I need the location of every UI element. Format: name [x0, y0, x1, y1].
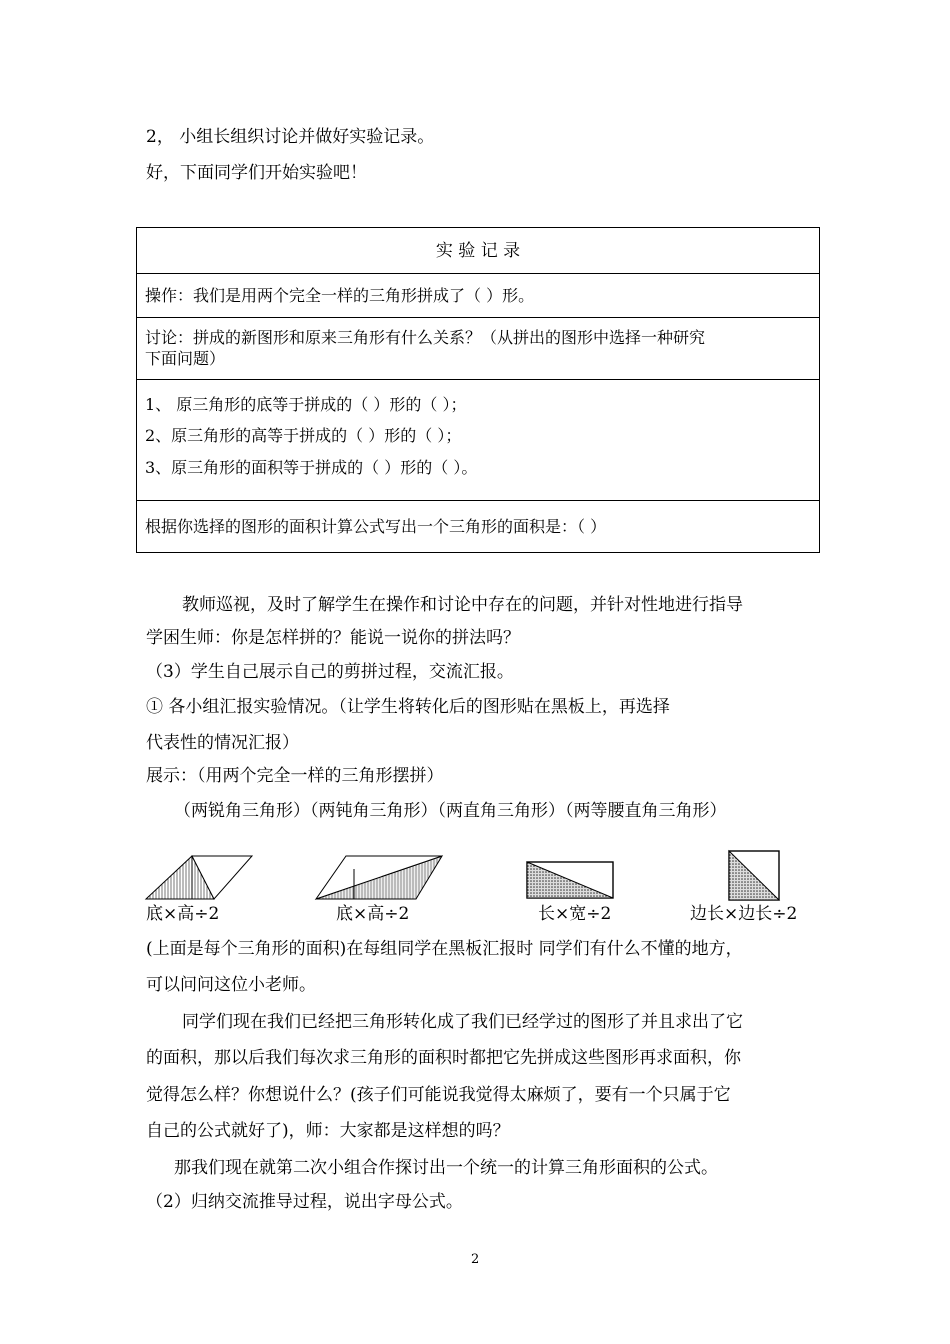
paragraph-8: （2）归纳交流推导过程，说出字母公式。 [146, 1192, 463, 1212]
formula-text: 根据你选择的图形的面积计算公式写出一个三角形的面积是：（ ） [145, 517, 607, 536]
start-experiment-text: 好，下面同学们开始实验吧！ [146, 163, 367, 183]
isosceles-right-triangles-figure [729, 851, 781, 902]
experiment-record-table [136, 227, 820, 553]
obtuse-triangles-figure [316, 855, 444, 901]
paragraph-1-line-2: 学困生师：你是怎样拼的？能说一说你的拼法吗？ [146, 628, 520, 648]
discussion-text-line-1: 讨论：拼成的新图形和原来三角形有什么关系？（从拼出的图形中选择一种研究 [145, 328, 706, 347]
discussion-text-line-2: 下面问题） [145, 349, 226, 368]
area-note-line-2: 可以问问这位小老师。 [146, 975, 316, 995]
paragraph-6-line-2: 的面积，那以后我们每次求三角形的面积时都把它先拼成这些图形再求面积，你 [146, 1048, 741, 1068]
question-1: 1、 原三角形的底等于拼成的（ ）形的（ ）； [145, 395, 467, 414]
step-2-text: 2， 小组长组织讨论并做好实验记录。 [146, 127, 435, 147]
right-triangles-figure [527, 862, 615, 900]
figure-label-3: 长×宽÷2 [538, 904, 612, 924]
paragraph-5: （两锐角三角形）（两钝角三角形）（两直角三角形）（两等腰直角三角形） [174, 801, 727, 821]
discussion-row [137, 318, 819, 380]
table-title: 实 验 记 录 [435, 241, 521, 261]
figure-label-4: 边长×边长÷2 [690, 904, 798, 924]
paragraph-6-line-3: 觉得怎么样？你想说什么？(孩子们可能说我觉得太麻烦了，要有一个只属于它 [146, 1085, 731, 1105]
paragraph-7: 那我们现在就第二次小组合作探讨出一个统一的计算三角形面积的公式。 [174, 1158, 718, 1178]
page-number: 2 [471, 1252, 480, 1267]
paragraph-1-line-1: 教师巡视，及时了解学生在操作和讨论中存在的问题，并针对性地进行指导 [182, 595, 743, 615]
area-note-line-1: (上面是每个三角形的面积)在每组同学在黑板汇报时 同学们有什么不懂的地方， [146, 939, 743, 959]
figure-label-2: 底×高÷2 [336, 904, 410, 924]
paragraph-4: 展示：（用两个完全一样的三角形摆拼） [146, 766, 444, 786]
paragraph-3-line-1: ① 各小组汇报实验情况。（让学生将转化后的图形贴在黑板上，再选择 [146, 697, 670, 717]
operation-row [137, 274, 819, 318]
paragraph-2: （3）学生自己展示自己的剪拼过程，交流汇报。 [146, 662, 514, 682]
paragraph-6-line-1: 同学们现在我们已经把三角形转化成了我们已经学过的图形了并且求出了它 [182, 1012, 743, 1032]
question-2: 2、原三角形的高等于拼成的（ ）形的（ ）； [145, 426, 462, 445]
questions-row [137, 380, 819, 501]
paragraph-6-line-4: 自己的公式就好了)，师：大家都是这样想的吗？ [146, 1121, 510, 1141]
table-title-row [137, 228, 819, 274]
operation-text: 操作：我们是用两个完全一样的三角形拼成了（ ）形。 [145, 286, 535, 305]
paragraph-3-line-2: 代表性的情况汇报） [146, 733, 299, 753]
acute-triangles-figure [146, 855, 254, 901]
figure-label-1: 底×高÷2 [146, 904, 220, 924]
formula-row [137, 501, 819, 552]
question-3: 3、原三角形的面积等于拼成的（ ）形的（ ）。 [145, 458, 478, 477]
